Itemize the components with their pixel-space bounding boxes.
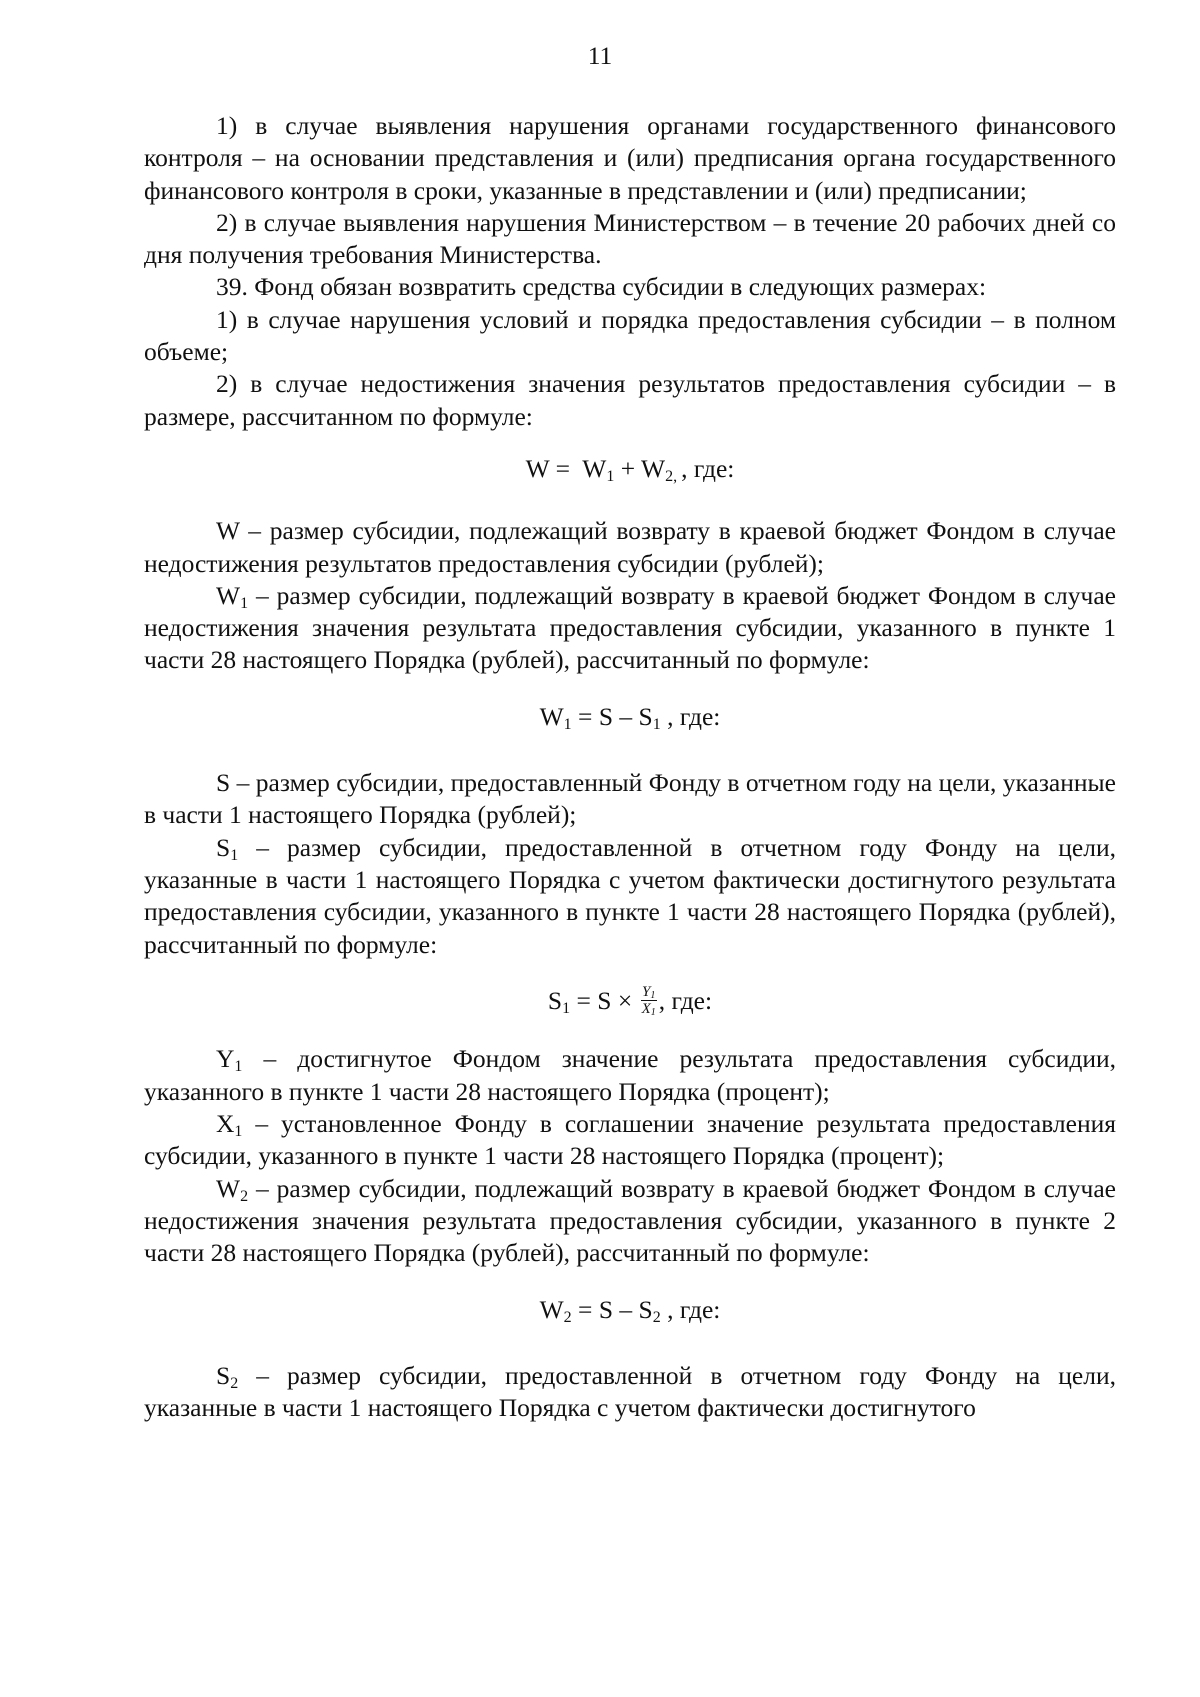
formula-w-term2-sub: 2, <box>665 467 682 485</box>
fraction-numerator <box>641 984 657 1001</box>
paragraph-1: 1) в случае выявления нарушения органами государственного финансового контроля – на основании представления и (или) предписания органа государственного финансового контроля в сроки, указанные в представлении и (или) предписании; <box>144 111 1116 205</box>
formula-s1-fraction <box>641 984 657 1017</box>
definition-w2-text: – размер субсидии, подлежащий возврату в краевой бюджет Фондом в случае недостижения значения результата предоставления субсидии, указанного в пункте 2 части 28 настоящего Порядка (рублей), рассчитанный по формуле: <box>144 1173 1116 1268</box>
definition-x1-sub: 1 <box>234 1123 243 1141</box>
definition-w: W – размер субсидии, подлежащий возврату в краевой бюджет Фондом в случае недостижения результатов предоставления субсидии (рублей); <box>144 516 1116 578</box>
formula-w2-term2: S <box>638 1294 653 1324</box>
fraction-denominator-symbol: X <box>641 1001 651 1018</box>
definition-s2 <box>144 1360 1116 1425</box>
definition-w1-text: – размер субсидии, подлежащий возврату в краевой бюджет Фондом в случае недостижения значения результата предоставления субсидии, указанного в пункте 1 части 28 настоящего Порядка (рублей), рассчитанный по формуле: <box>144 580 1116 675</box>
formula-s1-op: × <box>611 985 639 1015</box>
formula-w1-term1: S <box>598 701 613 731</box>
formula-w-eq: = <box>549 453 583 483</box>
definition-w1-sub: 1 <box>240 594 249 612</box>
definition-s2-sub: 2 <box>230 1374 239 1392</box>
definition-s: S – размер субсидии, предоставленный Фонду в отчетном году на цели, указанные в части 1 настоящего Порядка (рублей); <box>144 768 1116 830</box>
definition-w2-sub: 2 <box>240 1187 249 1205</box>
definition-y1-text: – достигнутое Фондом значение результата предоставления субсидии, указанного в пункте 1 части 28 настоящего Порядка (процент); <box>144 1044 1116 1106</box>
formula-w1-term2-sub: 1 <box>652 715 661 733</box>
definition-w2 <box>144 1173 1116 1270</box>
formula-w-op: + <box>614 453 641 483</box>
definition-y1 <box>144 1043 1116 1108</box>
definition-y1-sub: 1 <box>234 1058 243 1076</box>
definition-x1-text: – установленное Фонду в соглашении значение результата предоставления субсидии, указанного в пункте 1 части 28 настоящего Порядка (процент); <box>144 1109 1116 1171</box>
formula-s1-lhs-sub: 1 <box>562 999 571 1017</box>
fraction-numerator-symbol: Y <box>641 984 651 1001</box>
definition-w1 <box>144 580 1116 677</box>
formula-w2-lhs-sub: 2 <box>563 1308 572 1326</box>
formula-w1-op: – <box>613 701 639 731</box>
formula-w2 <box>144 1294 1116 1326</box>
formula-w2-term1: S <box>598 1294 613 1324</box>
fraction-denominator-sub: 1 <box>650 1007 656 1019</box>
paragraph-39-item-1: 1) в случае нарушения условий и порядка предоставления субсидии – в полном объеме; <box>144 304 1116 367</box>
formula-w1-lhs-sub: 1 <box>563 715 572 733</box>
formula-s1-eq: = <box>570 985 598 1015</box>
definition-x1-symbol: X <box>216 1109 235 1139</box>
formula-s1 <box>144 985 1116 1020</box>
definition-s1 <box>144 832 1116 961</box>
formula-s1-lhs: S <box>547 985 563 1015</box>
formula-w <box>144 453 1116 485</box>
definition-w2-symbol: W <box>216 1173 241 1203</box>
paragraph-39-item-2: 2) в случае недостижения значения результатов предоставления субсидии – в размере, рассчитанном по формуле: <box>144 369 1116 431</box>
formula-w1-term2: S <box>638 701 653 731</box>
formula-w1-eq: = <box>571 701 599 731</box>
formula-w1-tail: , где: <box>660 701 721 731</box>
definition-s1-symbol: S <box>216 832 231 862</box>
formula-w1-lhs: W <box>539 701 564 731</box>
formula-w2-lhs: W <box>539 1294 564 1324</box>
formula-s1-term1: S <box>597 985 612 1015</box>
formula-w-term1: W <box>582 453 607 483</box>
formula-w-lhs: W <box>525 453 550 483</box>
definition-s1-text: – размер субсидии, предоставленной в отчетном году Фонду на цели, указанные в части 1 настоящего Порядка с учетом фактически достигнутого результата предоставления субсидии, указанного в пункте 1 части 28 настоящего Порядка (рублей), рассчитанный по формуле: <box>144 832 1116 959</box>
definition-s2-symbol: S <box>216 1360 231 1390</box>
page-number: 11 <box>587 41 613 70</box>
definition-s2-text: – размер субсидии, предоставленной в отчетном году Фонду на цели, указанные в части 1 настоящего Порядка с учетом фактически достигнутого <box>144 1360 1116 1423</box>
paragraph-39: 39. Фонд обязан возвратить средства субсидии в следующих размерах: <box>216 272 987 302</box>
fraction-denominator <box>641 1001 657 1017</box>
paragraph-2: 2) в случае выявления нарушения Министерством – в течение 20 рабочих дней со дня получения требования Министерства. <box>144 207 1116 270</box>
formula-w2-tail: , где: <box>660 1294 721 1324</box>
definition-w1-symbol: W <box>216 580 241 610</box>
definition-y1-symbol: Y <box>216 1044 235 1074</box>
formula-w2-eq: = <box>571 1294 599 1324</box>
document-body <box>144 110 1116 1424</box>
formula-w1 <box>144 701 1116 733</box>
formula-w2-term2-sub: 2 <box>652 1308 661 1326</box>
formula-w-tail: , где: <box>681 453 735 483</box>
formula-w-term2: W <box>641 453 666 483</box>
formula-w2-op: – <box>613 1294 639 1324</box>
fraction-numerator-sub: 1 <box>650 990 656 1002</box>
definition-s1-sub: 1 <box>230 846 239 864</box>
definition-x1 <box>144 1108 1116 1173</box>
formula-w-term1-sub: 1 <box>606 467 615 485</box>
formula-s1-tail: , где: <box>658 985 713 1015</box>
